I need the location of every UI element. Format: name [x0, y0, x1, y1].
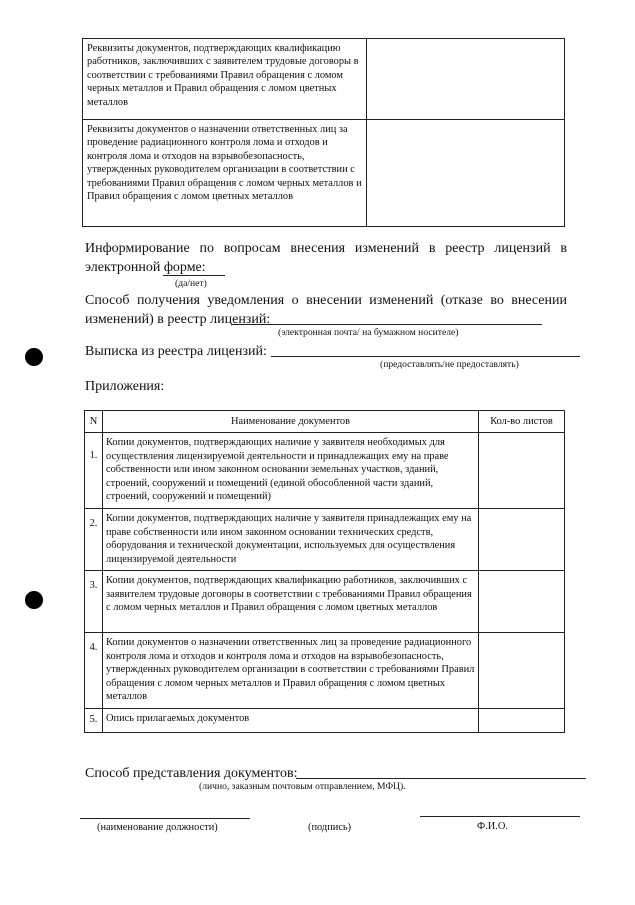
requisites-row-value[interactable]	[367, 39, 565, 120]
name-field[interactable]	[420, 816, 580, 817]
appendix-row	[85, 633, 565, 709]
appendix-name: Копии документов, подтверждающих квалификацию работников, заключивших с заявителем трудовые договоры в соответствии с требованиями Правил обращения с ломом черных металлов и Правил обращения с ломом цветных металлов	[103, 571, 479, 633]
appendix-name: Копии документов, подтверждающих наличие у заявителя необходимых для осуществления лицензируемой деятельности и принадлежащих ему на праве собственности или ином законном основании земельных участков, зданий, строений, сооружений и помещений (единой обособленной части зданий, строений, сооружений и помещений)	[103, 433, 479, 509]
appendix-row	[85, 571, 565, 633]
appendix-row	[85, 433, 565, 509]
appendix-row	[85, 709, 565, 733]
appendices-header-row	[85, 411, 565, 433]
position-field[interactable]	[80, 818, 250, 819]
appendix-number: 5.	[85, 709, 103, 733]
appendix-name: Копии документов, подтверждающих наличие у заявителя принадлежащих ему на праве собственности или ином законном основании технических средств, оборудования и технической документации, используемых для осуществления лицензируемой деятельности	[103, 509, 479, 571]
requisites-table	[82, 38, 565, 227]
electronic-info-field[interactable]	[163, 275, 225, 276]
registry-extract-label: Выписка из реестра лицензий:	[85, 344, 267, 359]
appendix-page-count[interactable]	[479, 633, 565, 709]
appendix-page-count[interactable]	[479, 571, 565, 633]
electronic-info-label: Информирование по вопросам внесения изменений в реестр лицензий в электронной форме:	[85, 241, 567, 275]
submission-method-field[interactable]	[296, 778, 586, 779]
name-hint: Ф.И.О.	[477, 821, 509, 832]
punch-hole-mark	[25, 591, 43, 609]
appendix-number: 2.	[85, 509, 103, 571]
requisites-row	[83, 120, 565, 227]
appendix-number: 1.	[85, 433, 103, 509]
appendix-number: 4.	[85, 633, 103, 709]
appendix-row	[85, 509, 565, 571]
signature-hint: (подпись)	[308, 822, 352, 833]
appendix-page-count[interactable]	[479, 433, 565, 509]
appendices-table	[84, 410, 565, 733]
appendix-page-count[interactable]	[479, 709, 565, 733]
appendices-title: Приложения:	[85, 379, 165, 394]
notification-method-label: Способ получения уведомления о внесении изменений (отказе во внесении изменений) в реестр лицензий:	[85, 293, 567, 327]
requisites-row-value[interactable]	[367, 120, 565, 227]
header-document-name: Наименование документов	[103, 411, 479, 433]
submission-method-label: Способ представления документов:	[85, 766, 298, 781]
position-hint: (наименование должности)	[97, 822, 218, 833]
requisites-row-label: Реквизиты документов, подтверждающих квалификацию работников, заключивших с заявителем трудовые договоры в соответствии с требованиями Правил обращения с ломом черных металлов и Правил обращения с ломом цветных металлов	[83, 39, 367, 120]
notification-method-field[interactable]	[232, 324, 542, 325]
header-page-count: Кол-во листов	[479, 411, 565, 433]
header-number: N	[85, 411, 103, 433]
appendix-name: Опись прилагаемых документов	[103, 709, 479, 733]
appendix-number: 3.	[85, 571, 103, 633]
electronic-info-hint: (да/нет)	[175, 278, 207, 289]
submission-method-hint: (лично, заказным почтовым отправлением, МФЦ).	[199, 781, 406, 792]
registry-extract-field[interactable]	[271, 356, 580, 357]
appendix-name: Копии документов о назначении ответственных лиц за проведение радиационного контроля лома и отходов и контроля лома и отходов на взрывобезопасность, утвержденных руководителем организации в соответствии с требованиями Правил обращения с ломом черных металлов и Правил обращения с ломом цветных металлов	[103, 633, 479, 709]
requisites-row-label: Реквизиты документов о назначении ответственных лиц за проведение радиационного контроля лома и отходов и контроля лома и отходов на взрывобезопасность, утвержденных руководителем организации в соответствии с требованиями Правил обращения с ломом черных металлов и Правил обращения с ломом цветных металлов	[83, 120, 367, 227]
appendix-page-count[interactable]	[479, 509, 565, 571]
punch-hole-mark	[25, 348, 43, 366]
requisites-row	[83, 39, 565, 120]
registry-extract-hint: (предоставлять/не предоставлять)	[380, 359, 519, 370]
notification-method-hint: (электронная почта/ на бумажном носителе)	[278, 327, 459, 338]
